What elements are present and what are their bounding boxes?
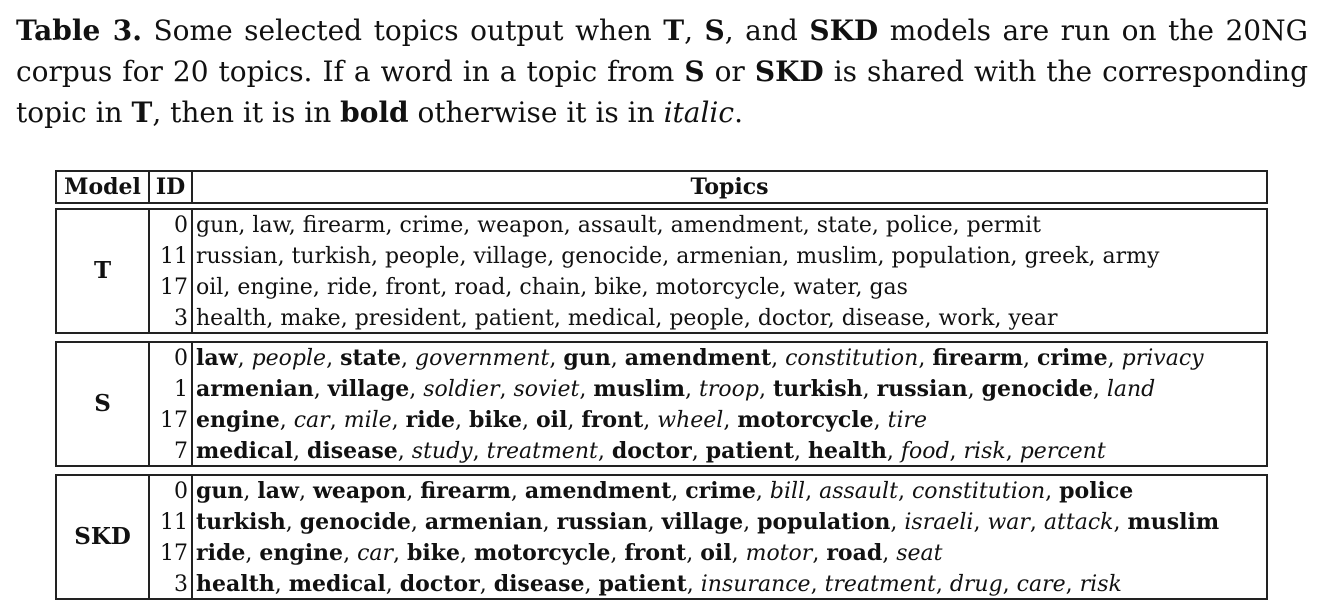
topic-rows [150,343,1266,467]
topic-word: patient [598,571,687,597]
topic-word: treatment [824,572,936,597]
topic-word: make [280,306,341,331]
topic-word: amendment [670,213,803,238]
topic-word: chain [519,275,581,300]
topic-id: 7 [174,439,188,464]
topic-word: doctor [399,571,480,597]
topic-word: insurance [700,572,811,597]
topic-word: wheel [657,408,724,433]
topic-word: population [757,509,891,535]
topic-words: gun, law, firearm, crime, weapon, assault, amendment, state, police, permit [196,213,1041,238]
topic-word: front [385,275,441,300]
topic-word: state [340,345,402,371]
topic-word: war [987,510,1030,535]
table-row [150,436,1266,467]
topic-word: food [900,439,950,464]
topic-word: land [1106,377,1156,402]
topic-word: percent [1019,439,1106,464]
topic-words: turkish, genocide, armenian, russian, village, population, israeli, war, attack, muslim [196,509,1220,535]
table-row [150,272,1266,303]
topic-word: permit [966,213,1041,238]
topic-word: constitution [785,346,919,371]
topic-word: engine [196,407,280,433]
topic-word: people [384,244,460,269]
topic-word: gun [196,478,244,504]
topic-word: police [1059,478,1134,504]
topic-words: health, medical, doctor, disease, patient, insurance, treatment, drug, care, risk [196,571,1122,597]
topic-word: turkish [291,244,371,269]
topic-id: 3 [174,572,188,597]
topic-word: patient [705,438,795,464]
topic-word: soldier [423,377,500,402]
topic-word: attack [1043,510,1114,535]
topic-word: medical [288,571,386,597]
topic-word: health [196,306,267,331]
topic-word: front [624,540,687,566]
topic-word: government [415,346,550,371]
topic-word: motorcycle [737,407,874,433]
topic-word: turkish [196,509,286,535]
model-block-skd [55,474,1268,600]
topic-word: assault [577,213,657,238]
topic-word: medical [196,438,294,464]
topic-word: weapon [477,213,564,238]
model-block-t [55,208,1268,334]
topic-word: armenian [424,509,543,535]
caption-model-t: T [131,96,153,129]
table-header [55,170,1268,204]
table-row [150,343,1266,374]
caption-text: or [704,55,755,88]
topic-word: health [196,571,275,597]
topic-id: 0 [174,346,188,371]
caption-model-t: T [663,14,685,47]
topic-word: mile [343,408,392,433]
topic-word: treatment [486,439,598,464]
topic-word: risk [963,439,1006,464]
topic-word: oil [700,540,732,566]
topic-id: 17 [160,541,188,566]
caption-model-skd: SKD [754,55,824,88]
table-row [150,507,1266,538]
topic-word: muslim [1127,509,1220,535]
header-topics: Topics [690,174,769,200]
topic-word: amendment [624,345,772,371]
topic-word: russian [556,509,648,535]
table-row [150,569,1266,600]
topic-id: 11 [160,244,188,269]
topic-word: motorcycle [655,275,780,300]
topic-word: motor [745,541,813,566]
topic-word: firearm [420,478,511,504]
topic-word: car [293,408,330,433]
topic-word: soviet [513,377,580,402]
topic-word: russian [196,244,278,269]
topic-words: armenian, village, soldier, soviet, muslim, troop, turkish, russian, genocide, land [196,376,1156,402]
topic-id: 3 [174,306,188,331]
topic-id: 11 [160,510,188,535]
topic-id: 17 [160,275,188,300]
topic-rows [150,210,1266,334]
header-model: Model [64,174,141,200]
topic-word: firearm [302,213,386,238]
topic-word: crime [685,478,756,504]
topic-word: car [357,541,394,566]
caption-text: models are run on the 20NG corpus for 20 topics. If a word in a topic from [16,14,1308,88]
topic-word: privacy [1121,346,1204,371]
caption-model-s: S [704,14,725,47]
topic-word: gun [563,345,611,371]
topic-word: tire [887,408,928,433]
topic-word: genocide [981,376,1093,402]
topic-word: gun [196,213,239,238]
topic-id: 17 [160,408,188,433]
topic-word: ride [326,275,372,300]
topic-word: village [327,376,410,402]
topic-word: ride [196,540,246,566]
topic-word: bike [468,407,522,433]
topic-word: population [891,244,1011,269]
topic-word: people [251,346,327,371]
topic-words: gun, law, weapon, firearm, amendment, crime, bill, assault, constitution, police [196,478,1134,504]
topic-word: law [196,345,238,371]
topic-word: road [454,275,506,300]
topic-word: oil [196,275,224,300]
topic-id: 1 [174,377,188,402]
topic-word: armenian [676,244,783,269]
table-row [150,405,1266,436]
topic-word: health [808,438,887,464]
topic-word: crime [1037,345,1108,371]
topic-rows [150,476,1266,600]
topic-word: law [257,478,299,504]
topic-words: law, people, state, government, gun, amendment, constitution, firearm, crime, privacy [196,345,1204,371]
topic-word: work [938,306,995,331]
topic-word: front [581,407,644,433]
topic-word: ride [405,407,455,433]
caption-text: , and [724,14,810,47]
topic-word: engine [237,275,313,300]
caption-text: , then it is in [152,96,341,129]
topic-word: constitution [911,479,1046,504]
topic-word: muslim [593,376,685,402]
topic-word: bike [407,540,461,566]
topic-word: people [669,306,744,331]
caption-label: Table 3. [16,14,142,47]
table-caption [16,10,1308,133]
table-row [150,241,1266,272]
topic-id: 0 [174,213,188,238]
topic-word: assault [819,479,898,504]
table-row [150,303,1266,334]
topic-words: russian, turkish, people, village, genocide, armenian, muslim, population, greek, army [196,244,1160,269]
topic-word: year [1008,306,1058,331]
topic-words: oil, engine, ride, front, road, chain, bike, motorcycle, water, gas [196,275,908,300]
topic-word: patient [474,306,554,331]
model-label: S [94,390,111,417]
topic-word: crime [399,213,464,238]
topic-word: motorcycle [474,540,611,566]
caption-model-s: S [684,55,705,88]
topic-word: russian [876,376,968,402]
topic-words: ride, engine, car, bike, motorcycle, front, oil, motor, road, seat [196,540,943,566]
caption-text: , [684,14,705,47]
topic-word: drug [949,572,1003,597]
topic-word: troop [699,377,759,402]
table-row [150,538,1266,569]
model-label: T [93,257,112,284]
topic-words: medical, disease, study, treatment, doctor, patient, health, food, risk, percent [196,438,1106,464]
topic-word: armenian [196,376,314,402]
topic-word: turkish [772,376,863,402]
topic-word: president [354,306,461,331]
topic-word: state [816,213,872,238]
topic-word: water [793,275,856,300]
topic-words: health, make, president, patient, medical, people, doctor, disease, work, year [196,306,1058,331]
topic-word: law [252,213,289,238]
header-id: ID [155,174,186,200]
topic-word: muslim [796,244,878,269]
topic-word: engine [259,540,344,566]
topic-word: disease [841,306,925,331]
topic-words: engine, car, mile, ride, bike, oil, front, wheel, motorcycle, tire [196,407,928,433]
caption-text: Some selected topics output when [141,14,664,47]
topic-word: genocide [561,244,663,269]
topic-word: village [661,509,744,535]
caption-model-skd: SKD [809,14,879,47]
topic-id: 0 [174,479,188,504]
topic-word: bike [594,275,642,300]
topic-word: village [473,244,548,269]
table-row [150,374,1266,405]
table-row [150,476,1266,507]
topic-word: medical [567,306,656,331]
topic-word: gas [869,275,908,300]
topic-word: care [1016,572,1066,597]
caption-text: is shared with the corresponding topic in [16,55,1309,129]
topic-word: doctor [611,438,692,464]
topic-word: disease [307,438,398,464]
caption-text: . [734,96,743,129]
topic-word: disease [493,571,585,597]
topic-word: risk [1079,572,1122,597]
topic-word: doctor [757,306,828,331]
topic-word: greek [1024,244,1089,269]
caption-text: otherwise it is in [408,96,664,129]
topic-word: oil [535,407,568,433]
topic-word: bill [769,479,806,504]
topic-word: seat [896,541,943,566]
model-block-s [55,341,1268,467]
topic-word: genocide [299,509,411,535]
topic-word: amendment [524,478,672,504]
topic-word: study [411,439,473,464]
table-row [150,210,1266,241]
topic-word: army [1102,244,1160,269]
topic-word: firearm [932,345,1024,371]
topic-word: police [885,213,953,238]
caption-bold-word: bold [340,96,409,129]
model-label: SKD [74,523,131,550]
topic-word: israeli [904,510,974,535]
topic-word: road [826,540,883,566]
topic-word: weapon [312,478,407,504]
caption-italic-word: italic [663,96,735,129]
